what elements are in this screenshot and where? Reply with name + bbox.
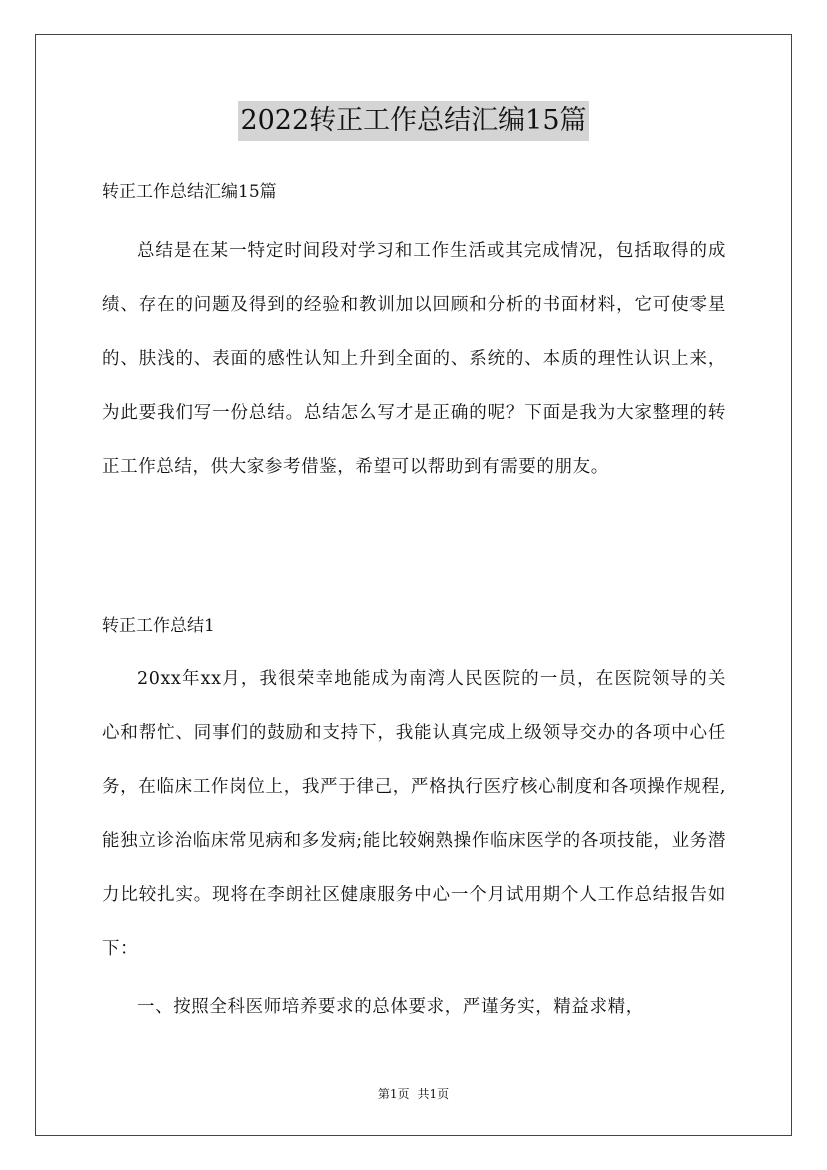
title-container [0, 101, 827, 141]
section-heading: 转正工作总结1 [102, 616, 215, 636]
page-footer [0, 1085, 827, 1103]
document-subtitle: 转正工作总结汇编15篇 [102, 182, 277, 202]
section-body-paragraph: 20xx年xx月，我很荣幸地能成为南湾人民医院的一员，在医院领导的关心和帮忙、同事们的鼓励和支持下，我能认真完成上级领导交办的各项中心任务，在临床工作岗位上，我严于律己，严格执行医疗核心制度和各项操作规程,能独立诊治临床常见病和多发病;能比较娴熟操作临床医学的各项技能，业务潜力比较扎实。现将在李朗社区健康服务中心一个月试用期个人工作总结报告如下： [102, 669, 726, 959]
section-item-paragraph: 一、按照全科医师培养要求的总体要求，严谨务实，精益求精， [137, 997, 644, 1017]
document-title: 2022转正工作总结汇编15篇 [238, 101, 588, 141]
page-number-current: 第1页 [377, 1087, 410, 1101]
page-number-total: 共1页 [417, 1087, 450, 1101]
intro-paragraph: 总结是在某一特定时间段对学习和工作生活或其完成情况，包括取得的成绩、存在的问题及得到的经验和教训加以回顾和分析的书面材料，它可使零星的、肤浅的、表面的感性认知上升到全面的、系统的、本质的理性认识上来，为此要我们写一份总结。总结怎么写才是正确的呢？下面是我为大家整理的转正工作总结，供大家参考借鉴，希望可以帮助到有需要的朋友。 [102, 241, 726, 477]
